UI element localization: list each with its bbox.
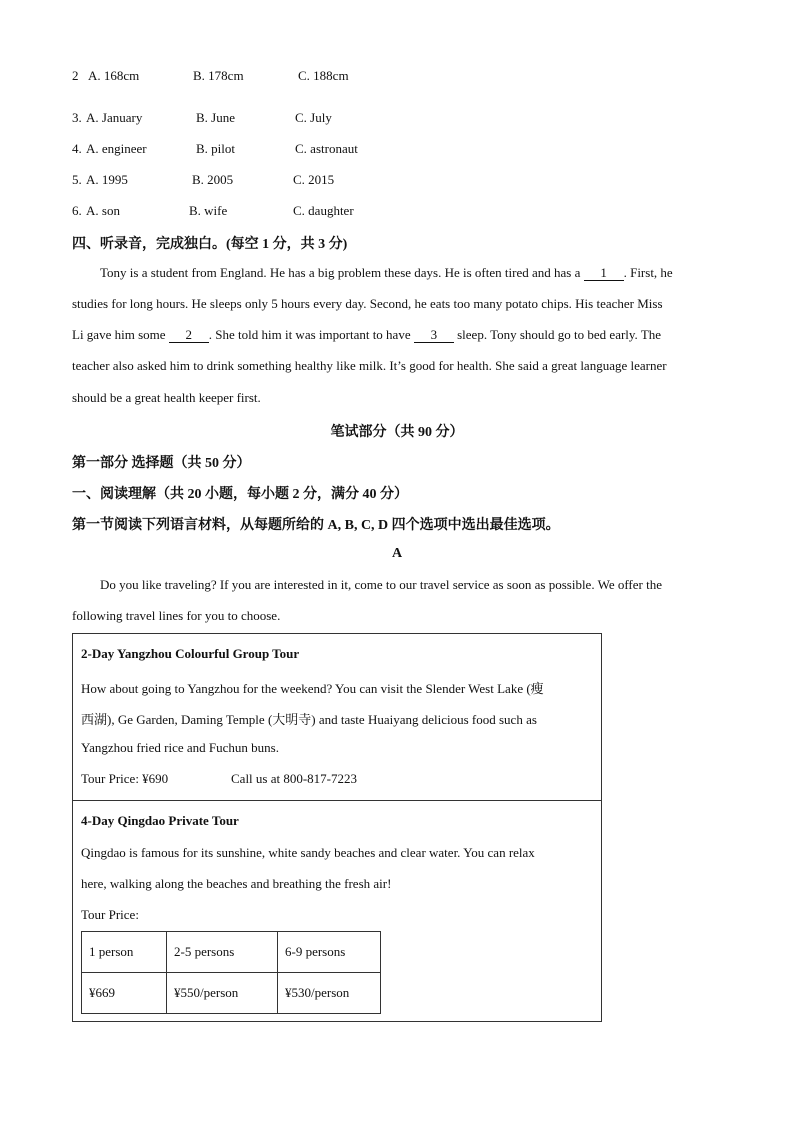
table-cell: 1 person [82, 932, 167, 973]
option-b: B. wife [189, 203, 228, 218]
option-a: A. 1995 [86, 172, 128, 187]
option-a: A. 168cm [88, 68, 140, 83]
intro-line: following travel lines for you to choose. [72, 608, 281, 623]
passage-label: A [391, 546, 403, 561]
monologue-line [100, 265, 750, 281]
option-a: A. January [86, 110, 143, 125]
option-b: B. June [196, 110, 235, 125]
intro-line: Do you like traveling? If you are interested in it, come to our travel service as soon as possible. We offer the [100, 577, 662, 592]
question-number: 3. [72, 110, 82, 125]
tour-desc: 西湖), Ge Garden, Daming Temple (大明寺) and taste Huaiyang delicious food such as [81, 712, 537, 727]
instruction: 第一节阅读下列语言材料，从每题所给的 A, B, C, D 四个选项中选出最佳选项。 [72, 518, 560, 533]
question-number: 6. [72, 203, 82, 218]
tour-price-label: Tour Price: [81, 907, 139, 922]
table-cell: ¥550/person [167, 973, 278, 1014]
text: Li gave him some [72, 327, 166, 342]
tour-desc: Yangzhou fried rice and Fuchun buns. [81, 740, 279, 755]
table-row [82, 973, 381, 1014]
question-number: 2 [72, 68, 79, 83]
option-c: C. daughter [293, 203, 354, 218]
monologue-line [72, 327, 722, 343]
option-c: C. 2015 [293, 172, 335, 187]
table-cell: ¥530/person [278, 973, 381, 1014]
table-row [82, 932, 381, 973]
text: . First, he [623, 265, 673, 280]
tour-desc: Qingdao is famous for its sunshine, white sandy beaches and clear water. You can relax [81, 845, 535, 860]
option-a: A. son [86, 203, 120, 218]
monologue-line: teacher also asked him to drink something healthy like milk. It’s good for health. She said a great language learner [72, 358, 667, 373]
tour-desc: How about going to Yangzhou for the weekend? You can visit the Slender West Lake (瘦 [81, 681, 544, 696]
contact-phone: Call us at 800-817-7223 [231, 771, 358, 786]
option-c: C. July [295, 110, 332, 125]
written-title: 笔试部分（共 90 分） [330, 425, 464, 440]
tour-price: Tour Price: ¥690 [81, 771, 169, 786]
option-b: B. 2005 [192, 172, 234, 187]
tour-title: 2-Day Yangzhou Colourful Group Tour [81, 646, 300, 661]
text: . She told him it was important to have [208, 327, 411, 342]
tour-box-qingdao [72, 800, 602, 1022]
question-number: 5. [72, 172, 82, 187]
section-heading: 四、听录音，完成独白。(每空 1 分，共 3 分) [72, 237, 348, 252]
question-number: 4. [72, 141, 82, 156]
text: Tony is a student from England. He has a big problem these days. He is often tired and has a [100, 265, 581, 280]
tour-box-yangzhou [72, 633, 602, 801]
price-table [81, 931, 381, 1014]
monologue-line: studies for long hours. He sleeps only 5 hours every day. Second, he eats too many potato chips. His teacher Miss [72, 296, 663, 311]
monologue-line: should be a great health keeper first. [72, 390, 261, 405]
table-cell: 2-5 persons [167, 932, 278, 973]
option-b: B. pilot [196, 141, 236, 156]
reading-heading: 一、阅读理解（共 20 小题，每小题 2 分，满分 40 分） [72, 487, 408, 502]
blank-3: 3 [414, 328, 454, 343]
text: sleep. Tony should go to bed early. The [457, 327, 662, 342]
table-cell: ¥669 [82, 973, 167, 1014]
option-c: C. astronaut [295, 141, 358, 156]
part-heading: 第一部分 选择题（共 50 分） [72, 456, 251, 471]
tour-desc: here, walking along the beaches and breathing the fresh air! [81, 876, 392, 891]
option-c: C. 188cm [298, 68, 349, 83]
tour-title: 4-Day Qingdao Private Tour [81, 813, 239, 828]
table-cell: 6-9 persons [278, 932, 381, 973]
option-b: B. 178cm [193, 68, 244, 83]
option-a: A. engineer [86, 141, 147, 156]
blank-1: 1 [584, 266, 624, 281]
blank-2: 2 [169, 328, 209, 343]
